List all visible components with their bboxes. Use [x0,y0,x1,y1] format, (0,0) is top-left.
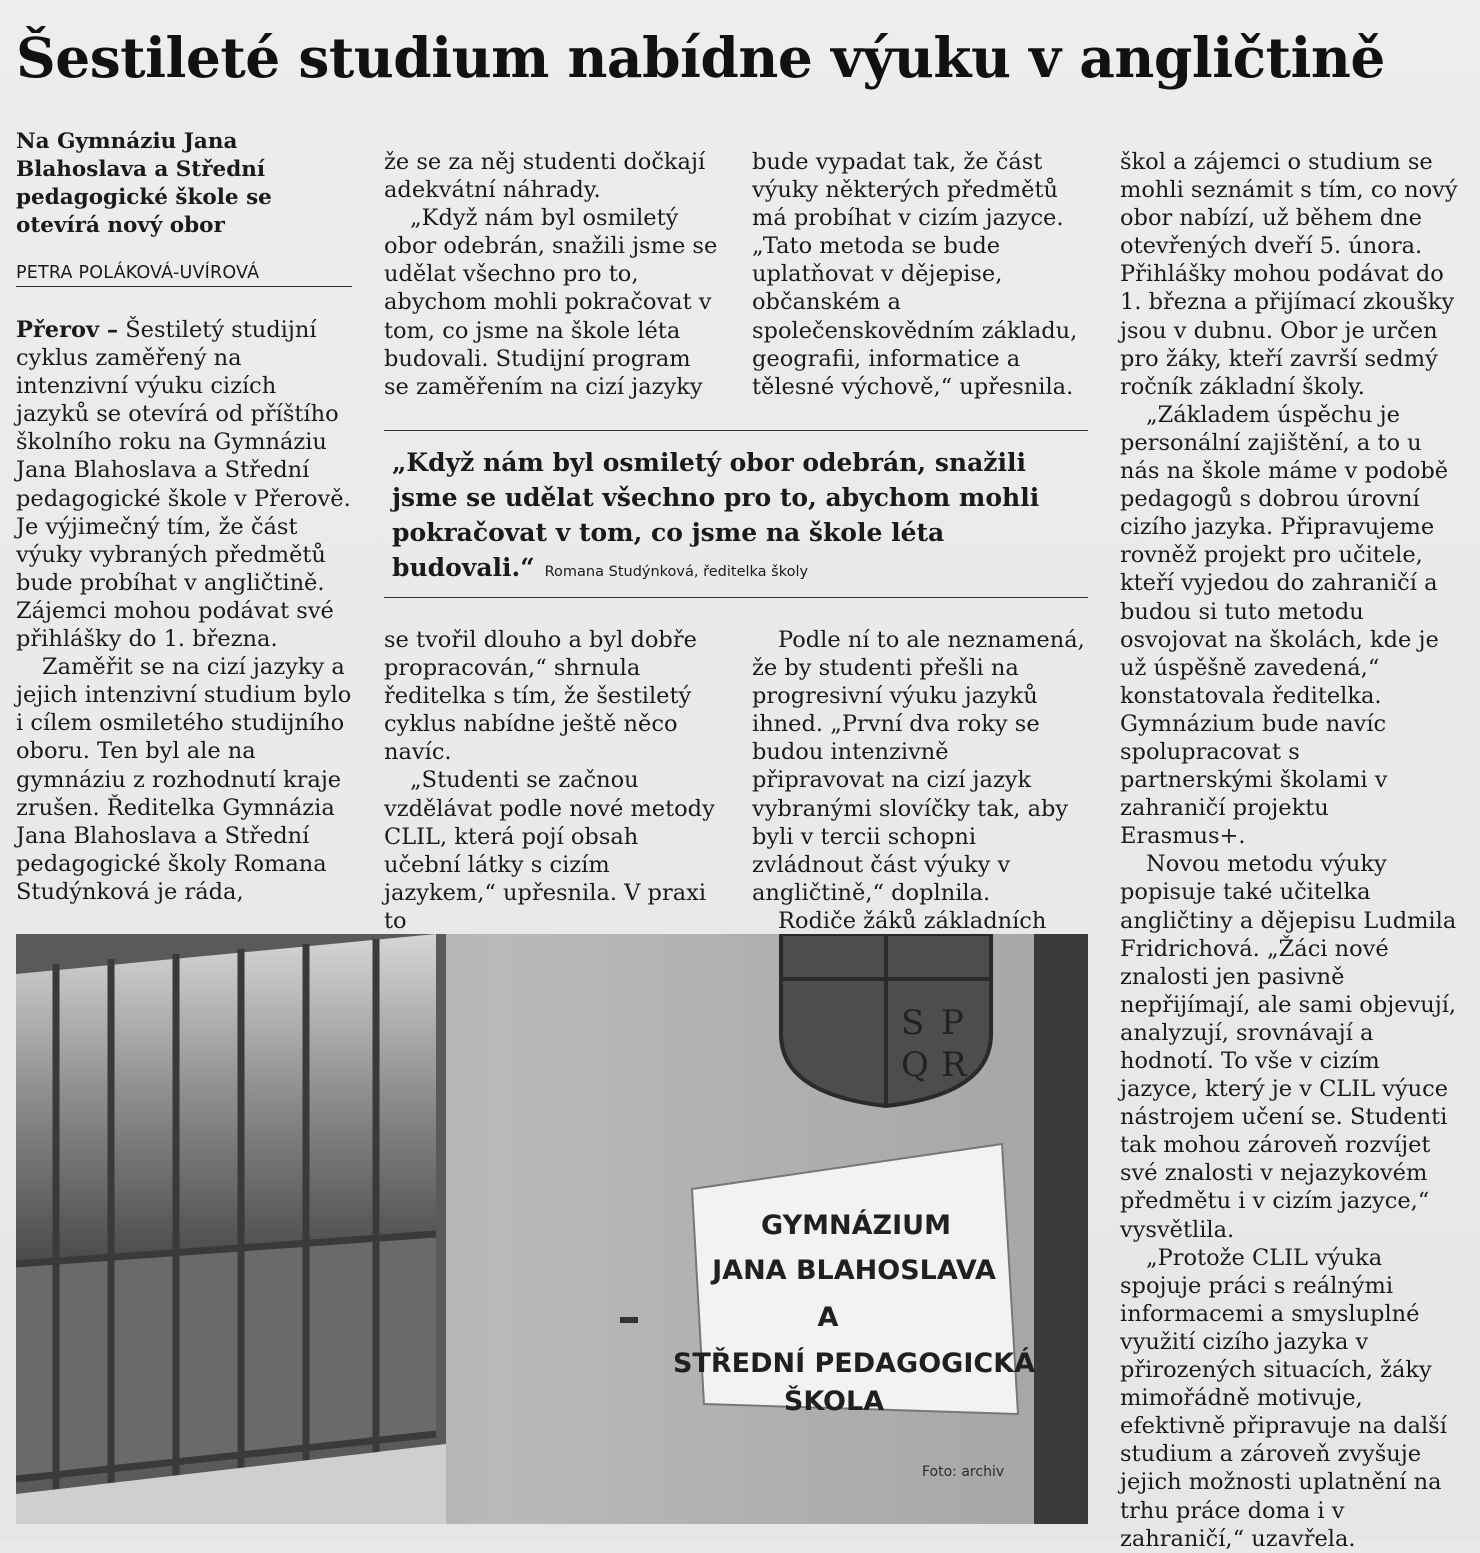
paragraph: Zaměřit se na cizí jazyky a jejich intenzivní studium bylo i cílem osmiletého studijního oboru. Ten byl ale na gymnáziu z rozhodnutí kraje zrušen. Ředitelka Gymnázia Jana Blahoslava a Střední pedagogické školy Romana Studýnková je ráda, [16,654,352,905]
article-column-2-top [384,148,720,401]
pull-quote [384,430,1088,598]
emblem-letter: R [941,1045,967,1085]
paragraph: „Když nám byl osmiletý obor odebrán, snažili jsme se udělat všechno pro to, abychom mohli pokračovat v tom, co jsme na škole léta budovali. Studijní program se zaměřením na cizí jazyky [384,205,718,400]
sign-line: ŠKOLA [783,1386,885,1417]
paragraph: Rodiče žáků základních [778,907,1047,934]
paragraph: Podle ní to ale neznamená, že by studenti přešli na progresivní výuku jazyků ihned. „První dva roky se budou intenzivně připravovat na cizí jazyk vybranými slovíčky tak, aby byli v tercii schopni zvládnout část výuky v angličtině,“ doplnila. [752,627,1085,906]
emblem-letter: Q [901,1045,929,1085]
sign-line: GYMNÁZIUM [761,1210,951,1241]
sign-line: STŘEDNÍ PEDAGOGICKÁ [672,1348,1036,1379]
article-headline: Šestileté studium nabídne výuku v angličtině [16,25,1385,90]
article-column-2-bottom [384,626,720,935]
article-subheadline: Na Gymnáziu Jana Blahoslava a Střední pedagogické škole se otevírá nový obor [16,129,272,238]
pull-quote-text: „Když nám byl osmiletý obor odebrán, snažili jsme se udělat všechno pro to, abychom mohli pokračovat v tom, co jsme na škole léta budovali.“ [392,448,1040,582]
right-pillar [1034,934,1088,1524]
pull-quote-attribution: Romana Studýnková, ředitelka školy [544,564,809,580]
sign-line: A [817,1302,839,1333]
paragraph: „Studenti se začnou vzdělávat podle nové metody CLIL, která pojí obsah učební látky s cizím jazykem,“ upřesnila. V praxi to [384,767,715,934]
paragraph: „Protože CLIL výuka spojuje práci s reálnými informacemi a smysluplné využití cizího jazyka v přirozených situacích, žáky mimořádně motivuje, efektivně připravuje na další studium a zároveň zvyšuje jejich možnosti uplatnění na trhu práce doma i v zahraničí,“ uzavřela. [1120,1244,1447,1552]
lead-paragraph [16,316,356,653]
sign-line: JANA BLAHOSLAVA [712,1255,996,1286]
article-byline: PETRA POLÁKOVÁ-UVÍROVÁ [16,263,352,287]
paragraph: škol a zájemci o studium se mohli seznámit s tím, co nový obor nabízí, už během dne otevřených dveří 5. února. Přihlášky mohou podávat do 1. března a přijímací zkoušky jsou v dubnu. Obor je určen pro žáky, kteří završí sedmý ročník základní školy. [1120,149,1458,400]
article-column-3-top [752,148,1088,401]
school-building-photo [16,934,1088,1524]
paragraph: bude vypadat tak, že část výuky některých předmětů má probíhat v cizím jazyce. „Tato metoda se bude uplatňovat v dějepise, občanském a společenskovědním základu, geografii, informatice a tělesné výchově,“ upřesnila. [752,149,1078,400]
school-sign [673,1144,1035,1417]
door-handle [620,1317,638,1323]
photo-credit: Foto: archiv [922,1464,1005,1480]
paragraph: se tvořil dlouho a byl dobře propracován,“ shrnula ředitelka s tím, že šestiletý cyklus nabídne ještě něco navíc. [384,627,697,766]
emblem-letter: P [941,1003,964,1043]
dateline: Přerov – [16,317,119,343]
article-column-3-bottom [752,626,1088,935]
article-column-1 [16,316,356,906]
emblem-letter: S [901,1003,925,1043]
paragraph: Novou metodu výuky popisuje také učitelka angličtiny a dějepisu Ludmila Fridrichová. „Žáci nové znalosti jen pasivně nepřijímají, ale sami objevují, analyzují, srovnávají a hodnotí. To vše v cizím jazyce, který je v CLIL výuce nástrojem učení se. Studenti tak mohou zároveň rozvíjet své znalosti v nejazykovém předmětu i v cizím jazyce,“ vysvětlila. [1120,851,1457,1243]
photo-illustration [16,934,1088,1524]
school-emblem [781,934,991,1106]
paragraph: „Základem úspěchu je personální zajištění, a to u nás na škole máme v podobě pedagogů s dobrou úrovní cizího jazyka. Připravujeme rovněž projekt pro učitele, kteří vyjedou do zahraničí a budou si tuto metodu osvojovat na školách, kde je už úspěšně zavedená,“ konstatovala ředitelka. Gymnázium bude navíc spolupracovat s partnerskými školami v zahraničí projektu Erasmus+. [1120,401,1449,850]
paragraph: že se za něj studenti dočkají adekvátní náhrady. [384,149,706,204]
article-column-4 [1120,148,1458,1553]
lead-text: Šestiletý studijní cyklus zaměřený na intenzivní výuku cizích jazyků se otevírá od příštího školního roku na Gymnáziu Jana Blahoslava a Střední pedagogické škole v Přerově. Je výjimečný tím, že část výuky vybraných předmětů bude probíhat v angličtině. Zájemci mohou podávat své přihlášky do 1. března. [16,317,351,653]
